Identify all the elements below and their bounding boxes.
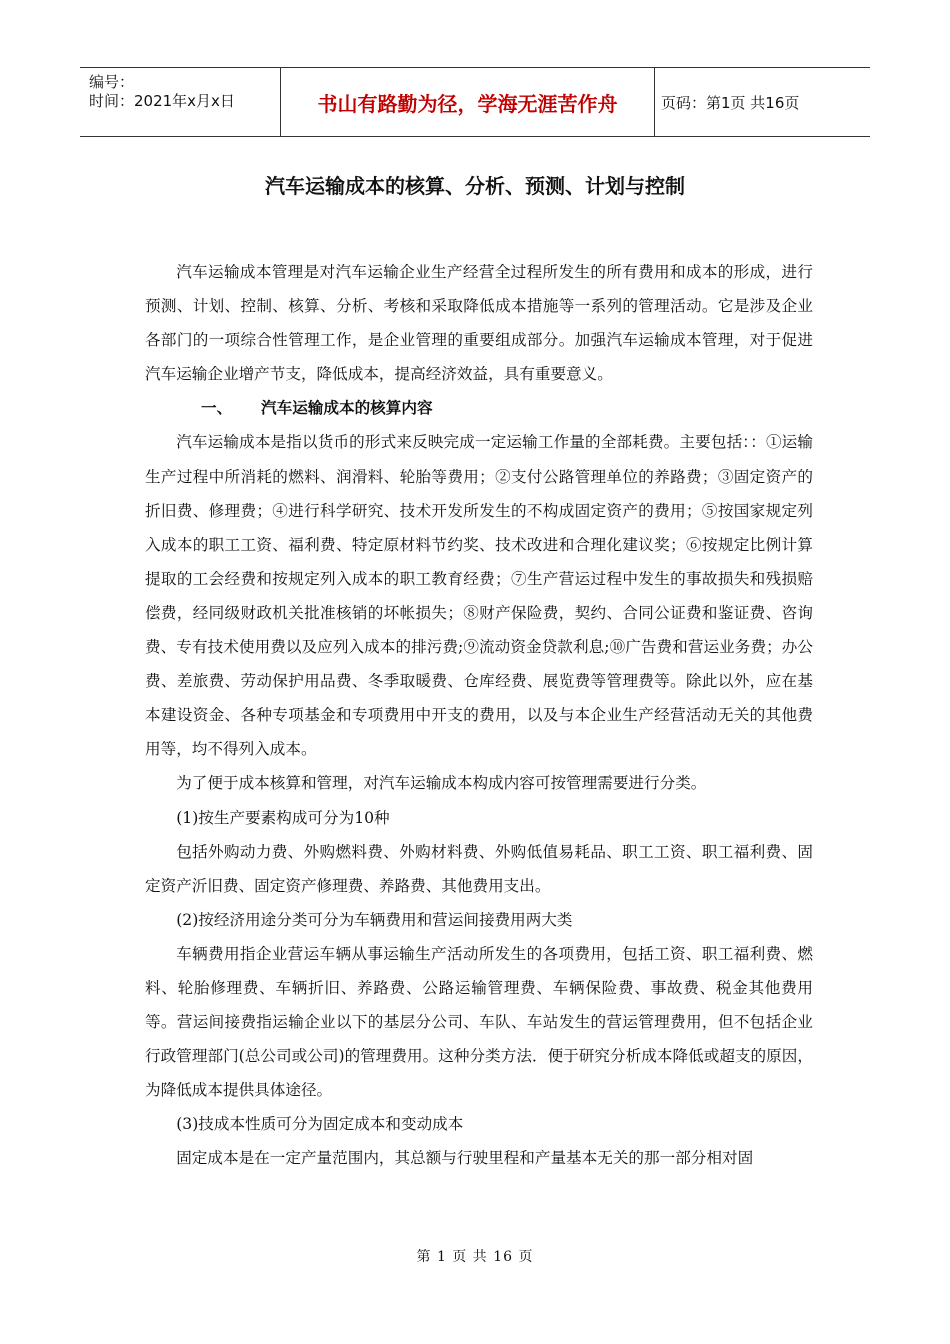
- item3-paragraph: 固定成本是在一定产量范围内，其总额与行驶里程和产量基本无关的那一部分相对固: [176, 1149, 754, 1168]
- section-heading-1: [145, 391, 813, 425]
- document-date: 时间：2021年x月x日: [89, 92, 235, 110]
- header-motto: 书山有路勤为径，学海无涯苦作舟: [281, 68, 655, 136]
- cost-contents-paragraph: 汽车运输成本是指以货币的形式来反映完成一定运输工作量的全部耗费。主要包括：：①运输生产过程中所消耗的燃料、润滑料、轮胎等费用；②支付公路管理单位的养路费；③固定资产的折旧费、修理费；④进行科学研究、技术开发所发生的不构成固定资产的费用；⑤按国家规定列入成本的职工工资、福利费、特定原材料节约奖、技术改进和合理化建议奖；⑥按规定比例计算提取的工会经费和按规定列入成本的职工教育经费；⑦生产营运过程中发生的事故损失和残损赔偿费，经同级财政机关批准核销的坏帐损失；⑧财产保险费，契约、合同公证费和鉴证费、咨询费、专有技术使用费以及应列入成本的排污费;⑨流动资金贷款利息;⑩广告费和营运业务费；办公费、差旅费、劳动保护用品费、冬季取暖费、仓库经费、展览费等管理费等。除此以外，应在基本建设资金、各种专项基金和专项费用中开支的费用，以及与本企业生产经营活动无关的其他费用等，均不得列入成本。: [145, 433, 813, 759]
- section-number: 一、: [201, 399, 233, 418]
- document-id-label: 编号：: [89, 73, 135, 91]
- section-title: 汽车运输成本的核算内容: [261, 399, 433, 418]
- item1-paragraph: 包括外购动力费、外购燃料费、外购材料费、外购低值易耗品、职工工资、职工福利费、固定资产沂旧费、固定资产修理费、养路费、其他费用支出。: [145, 842, 813, 895]
- item2-paragraph: 车辆费用指企业营运车辆从事运输生产活动所发生的各项费用，包括工资、职工福利费、燃料、轮胎修理费、车辆折旧、养路费、公路运输管理费、车辆保险费、事故费、税金其他费用等。营运间接费指运输企业以下的基层分公司、车队、车站发生的营运管理费用，但不包括企业行政管理部门(总公司或公司)的管理费用。这种分类方法．便于研究分析成本降低或超支的原因，为降低成本提供具体途径。: [145, 944, 813, 1100]
- item2-heading: (2)按经济用途分类可分为车辆费用和营运间接费用两大类: [176, 910, 573, 929]
- header-page-info: 页码：第1页 共16页: [661, 93, 800, 112]
- classification-paragraph: 为了便于成本核算和管理，对汽车运输成本构成内容可按管理需要进行分类。: [176, 774, 707, 793]
- intro-paragraph: 汽车运输成本管理是对汽车运输企业生产经营全过程所发生的所有费用和成本的形成，进行预测、计划、控制、核算、分析、考核和采取降低成本措施等一系列的管理活动。它是涉及企业各部门的一项综合性管理工作，是企业管理的重要组成部分。加强汽车运输成本管理，对于促进汽车运输企业增产节支，降低成本，提高经济效益，具有重要意义。: [145, 263, 813, 384]
- page-footer: 第 1 页 共 16 页: [416, 1249, 534, 1265]
- item3-heading: (3)技成本性质可分为固定成本和变动成本: [176, 1115, 464, 1134]
- document-header: [80, 67, 870, 137]
- item1-heading: (1)按生产要素构成可分为10种: [176, 808, 390, 827]
- document-body: [145, 255, 813, 1176]
- document-title: 汽车运输成本的核算、分析、预测、计划与控制: [265, 174, 685, 198]
- header-meta-cell: [80, 68, 281, 136]
